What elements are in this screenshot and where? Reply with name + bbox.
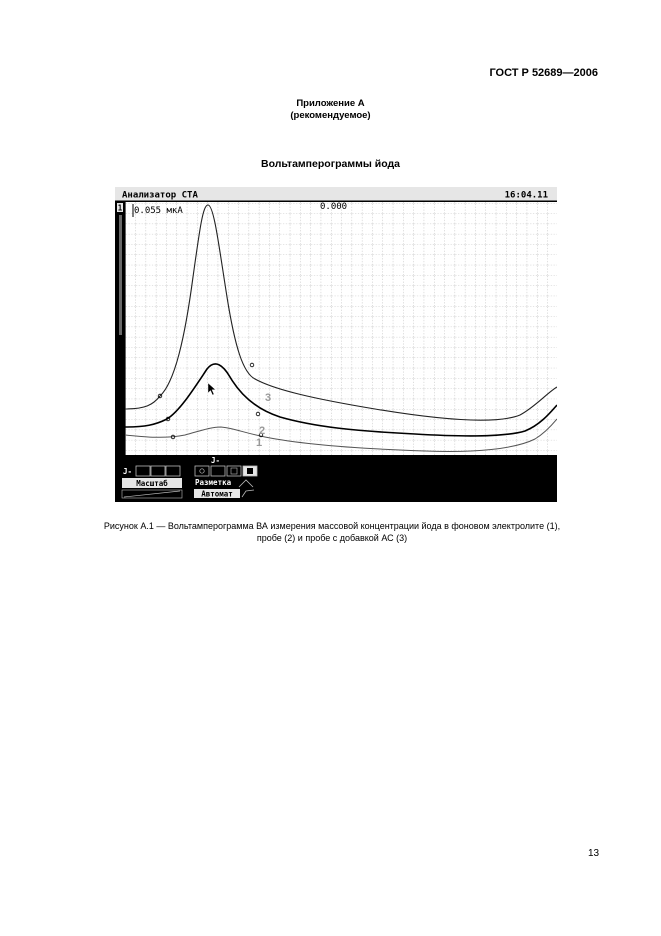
auto-button-label: Автомат — [201, 489, 233, 499]
appendix-subtitle: (рекомендуемое) — [290, 110, 371, 121]
channel-number: 1 — [117, 203, 123, 213]
analyzer-screenshot — [115, 187, 557, 502]
center-readout: 0.000 — [320, 202, 348, 212]
scale-button-label: Масштаб — [136, 479, 168, 488]
curve-label-3: 3 — [265, 392, 272, 404]
current-readout: 0.055 мкА — [134, 206, 183, 216]
clock: 16:04.11 — [504, 190, 548, 201]
appendix-title: Приложение А — [296, 98, 365, 109]
standard-number: ГОСТ Р 52689—2006 — [489, 67, 598, 79]
page-number: 13 — [588, 848, 600, 859]
appendix-heading — [0, 98, 661, 122]
figure-title: Вольтамперограммы йода — [261, 158, 400, 170]
caption-line-2: пробе (2) и пробе с добавкой АС (3) — [256, 533, 408, 543]
figure-caption — [58, 520, 606, 544]
j-label-left: J- — [123, 467, 133, 476]
vertical-scrollbar[interactable] — [119, 215, 122, 335]
caption-line-1: Рисунок А.1 — Вольтамперограмма ВА измерения массовой концентрации йода в фоновом электролите (1), — [103, 521, 561, 531]
curve-label-2: 2 — [259, 425, 266, 437]
j-label-top: J- — [211, 456, 221, 465]
analyzer-screen — [115, 187, 557, 502]
j-value-boxes — [136, 466, 180, 476]
app-title: Анализатор СТА — [122, 190, 198, 201]
markup-button[interactable]: Разметка — [195, 478, 232, 487]
curve-label-1: 1 — [256, 437, 263, 449]
